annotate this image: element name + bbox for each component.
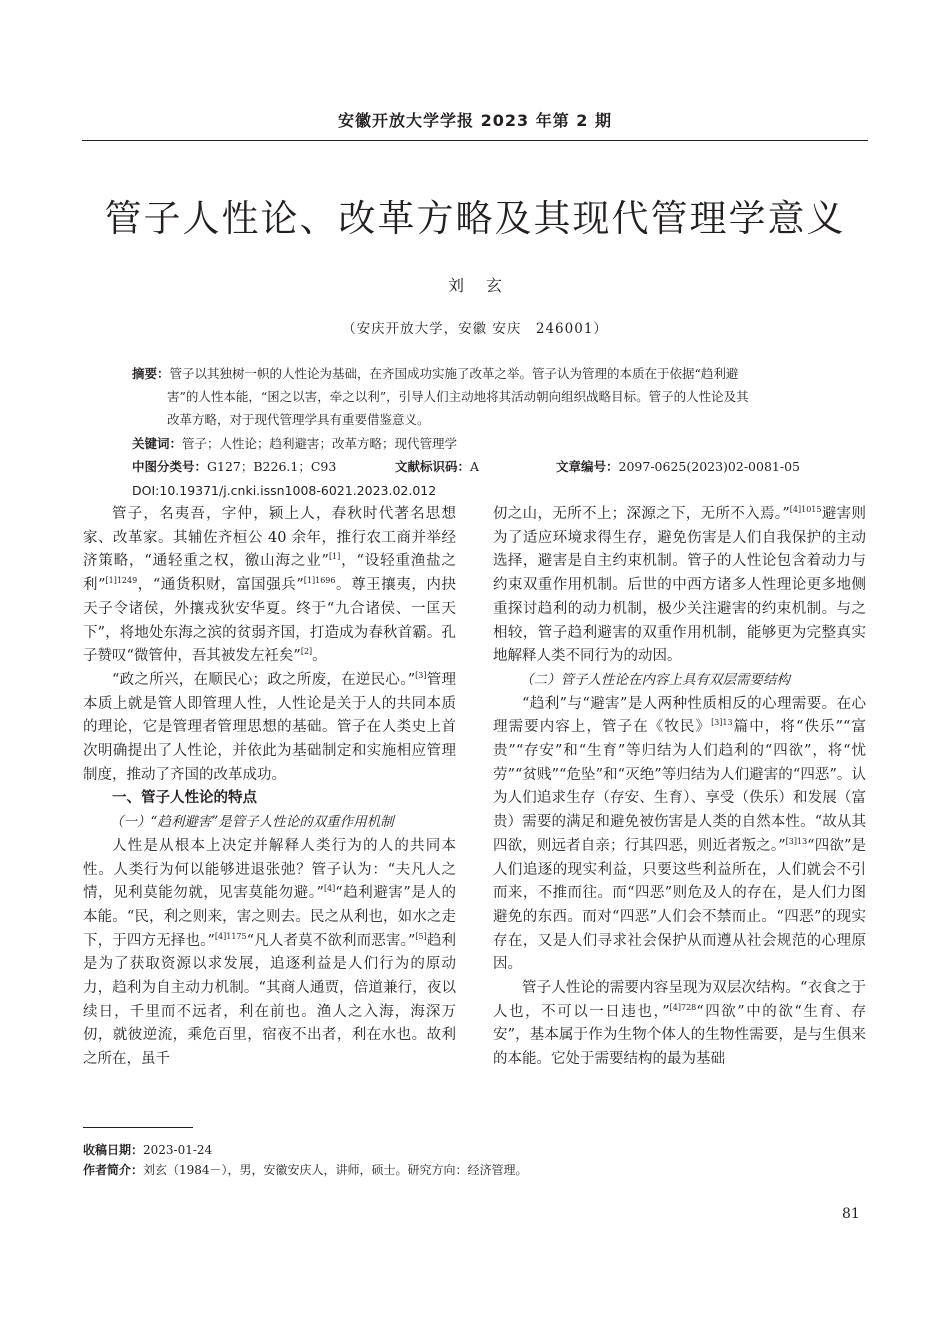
paragraph: 仞之山，无所不上；深源之下，无所不入焉。”$^{[4]1015}$避害则为了适应环境求得生存，避免伤害是人们自我保护的主动选择，避害是自主约束机制。管子的人性论包含着动力与约束双重作用机制。后世的中西方诸多人性理论更多地侧重探讨趋利的动力机制，极少关注避害的约束机制。与之相较，管子趋利避害的双重作用机制，能够更为完整真实地解释人类不同行为的动因。 — [493, 505, 866, 665]
abstract — [132, 362, 822, 431]
paragraph: 人性是从根本上决定并解释人类行为的人的共同本性。人类行为何以能够进退张弛？管子认为：“夫凡人之情，见利莫能勿就，见害莫能勿避。”[4]“趋利避害”是人的本能。“民，利之则来，害之则去。民之从利也，如水之走下，于四方无择也。”$^{[4]1175}$“凡人者莫不欲利而恶害。”[5]趋利是为了获取资源以求发展，追逐利益是人们行为的原动力，趋利为自主动力机制。“其商人通贾，倍道兼行，夜以续日，千里而不远者，利在前也。渔人之入海，海深万仞，就彼逆流，乘危百里，宿夜不出者，利在水也。故利之所在，虽千 — [83, 837, 456, 1068]
clc-value: G127；B226.1；C93 — [207, 459, 337, 474]
doc-code-label: 文献标识码： — [395, 459, 471, 474]
body-column-left — [83, 503, 456, 1072]
paragraph: “政之所兴，在顺民心；政之所废，在逆民心。”[3]管理本质上就是管人即管理人性，人性论是关于人的共同本质的理论，它是管理者管理思想的基础。管子在人类史上首次明确提出了人性论，并依此为基础制定和实施相应管理制度，推动了齐国的改革成功。 — [83, 671, 456, 783]
footnotes — [83, 1140, 873, 1180]
paragraph: 管子，名夷吾，字仲，颍上人，春秋时代著名思想家、改革家。其辅佐齐桓公 40 余年，推行农工商并举经济策略，“通轻重之权，徼山海之业”[1]，“设轻重渔盐之利”$^{[1]1249}$，“通货积财，富国强兵”$^{[1]1696}$。尊王攘夷，内抉天子令诸侯，外攘戎狄安华夏。终于“九合诸侯、一匡天下”，将地处东海之滨的贫弱齐国，打造成为春秋首霸。孔子赞叹“微管仲，吾其被发左衽矣”[2]。 — [83, 506, 456, 665]
abstract-label: 摘要： — [132, 366, 170, 381]
citation: [1]1249 — [105, 576, 138, 586]
doi: DOI:10.19371/j.cnki.issn1008-6021.2023.02.012 — [132, 483, 437, 498]
citation: [4] — [323, 884, 336, 894]
keywords-label: 关键词： — [132, 436, 183, 451]
body-column-right — [493, 503, 866, 1072]
citation: [4]728 — [669, 1002, 697, 1012]
header-rule — [82, 140, 868, 141]
received-date: 2023-01-24 — [143, 1143, 213, 1157]
author-name: 刘玄 — [447, 276, 524, 295]
abstract-line-3: 改革方略，对于现代管理学具有重要借鉴意义。 — [167, 412, 430, 427]
citation: [1] — [328, 552, 341, 562]
citation: [1]1696 — [303, 576, 336, 586]
doc-code-value: A — [470, 459, 480, 474]
article-no-label: 文章编号： — [556, 459, 619, 474]
paper-title: 管子人性论、改革方略及其现代管理学意义 — [104, 197, 846, 240]
citation: [2] — [300, 647, 313, 657]
section-heading: 一、管子人性论的特点 — [112, 790, 257, 807]
received-label: 收稿日期： — [83, 1143, 144, 1157]
subsection-heading: （二）管子人性论在内容上具有双层需要结构 — [520, 671, 790, 688]
footnote-rule — [83, 1127, 193, 1128]
citation: [5] — [415, 931, 427, 941]
keywords-text: 管子；人性论；趋利避害；改革方略；现代管理学 — [182, 436, 458, 451]
citation: [3] — [415, 671, 427, 681]
page-number: 81 — [842, 1206, 860, 1222]
abstract-line-2: 害”的人性本能，“囷之以害，牵之以利”，引导人们主动地将其活动朝向组织战略目标。管子的人性论及其 — [167, 389, 749, 404]
author-affiliation: （安庆开放大学，安徽 安庆 246001） — [342, 321, 608, 337]
citation: [4]1175 — [214, 931, 247, 941]
clc-label: 中图分类号： — [132, 459, 208, 474]
paragraph: “趋利”与“避害”是人两种性质相反的心理需要。在心理需要内容上，管子在《牧民》$^{[3]13}$篇中，将“佚乐”“富贵”“存安”和“生育”等归结为人们趋利的“四欲”，将“忧劳”“贫贱”“危坠”和“灭绝”等归结为人们避害的“四恶”。认为人们追求生存（存安、生育）、享受（佚乐）和发展（富贵）需要的满足和避免被伤害是人类的自然本性。“故从其四欲，则远者自亲；行其四恶，则近者叛之。”$^{[3]13}$“四欲”是人们追逐的现实利益，只要这些利益所在，人们就会不引而来，不推而往。而“四恶”则危及人的存在，是人们力图避免的东西。而对“四恶”人们会不禁而止。“四恶”的现实存在，又是人们寻求社会保护从而遵从社会规范的心理原因。 — [493, 695, 866, 973]
journal-header: 安徽开放大学学报 2023 年第 2 期 — [338, 111, 612, 130]
article-no-value: 2097-0625(2023)02-0081-05 — [618, 459, 800, 474]
abstract-line-1: 管子以其独树一帜的人性论为基础，在齐国成功实施了改革之举。管子认为管理的本质在于依据“趋利避 — [169, 366, 739, 381]
citation: [4]1015 — [789, 505, 822, 515]
citation: [3]13 — [711, 718, 733, 728]
author-bio: 刘玄（1984－），男，安徽安庆人，讲师，硕士。研究方向：经济管理。 — [143, 1163, 528, 1177]
keywords — [132, 432, 822, 455]
subsection-heading: （一）“趋利避害”是管子人性论的双重作用机制 — [110, 814, 394, 831]
citation: [3]13 — [785, 837, 808, 847]
author-bio-label: 作者简介： — [83, 1163, 144, 1177]
paragraph: 管子人性论的需要内容呈现为双层次结构。“衣食之于人也，不可以一日违也，”$^{[4]728}$“四欲”中的欲“生育、存安”，基本属于作为生物个体人的生物性需要，是与生俱来的本能。它处于需要结构的最为基础 — [493, 980, 866, 1068]
